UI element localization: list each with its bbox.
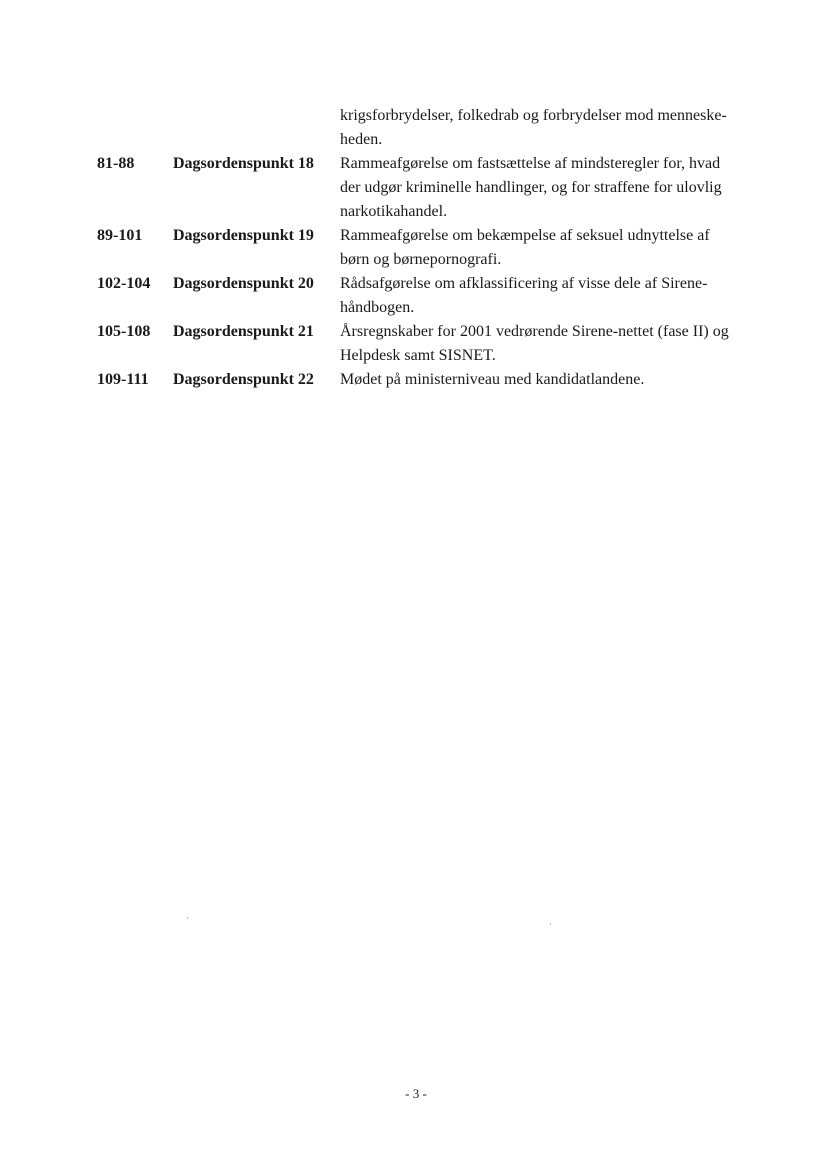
agenda-item-label: Dagsordenspunkt 19 — [173, 227, 314, 244]
description-line: Årsregnskaber for 2001 vedrørende Sirene-nettet (fase II) og — [340, 323, 729, 340]
description-line: heden. — [340, 131, 383, 148]
description-line: Rammeafgørelse om bekæmpelse af seksuel udnyttelse af — [340, 227, 710, 244]
agenda-row — [0, 224, 832, 272]
agenda-row — [0, 152, 832, 224]
agenda-row — [0, 320, 832, 368]
agenda-item-label: Dagsordenspunkt 22 — [173, 371, 314, 388]
scan-speck: · — [549, 920, 552, 929]
description-line: narkotikahandel. — [340, 203, 448, 220]
agenda-item-description — [340, 224, 752, 272]
description-line: håndbogen. — [340, 299, 415, 316]
description-line: Rammeafgørelse om fastsættelse af mindsteregler for, hvad — [340, 155, 721, 172]
agenda-row — [0, 104, 832, 152]
agenda-row — [0, 368, 832, 392]
agenda-item-label: Dagsordenspunkt 20 — [173, 275, 314, 292]
description-line: Rådsafgørelse om afklassificering af visse dele af Sirene- — [340, 275, 708, 292]
description-line: børn og børnepornografi. — [340, 251, 502, 268]
agenda-item-description — [340, 320, 752, 368]
scan-speck: · — [186, 914, 189, 923]
agenda-table — [0, 104, 832, 392]
agenda-item-description — [340, 368, 752, 392]
description-line: der udgør kriminelle handlinger, og for straffene for ulovlig — [340, 179, 722, 196]
agenda-item-description — [340, 272, 752, 320]
paragraph-ref: 89-101 — [97, 227, 143, 244]
paragraph-ref: 102-104 — [97, 275, 151, 292]
paragraph-ref: 109-111 — [97, 371, 149, 388]
paragraph-ref: 105-108 — [97, 323, 151, 340]
paragraph-ref: 81-88 — [97, 155, 135, 172]
description-line: Mødet på ministerniveau med kandidatlandene. — [340, 371, 645, 388]
agenda-item-description — [340, 152, 752, 224]
agenda-item-description — [340, 104, 752, 152]
agenda-item-label: Dagsordenspunkt 21 — [173, 323, 314, 340]
agenda-item-label: Dagsordenspunkt 18 — [173, 155, 314, 172]
agenda-row — [0, 272, 832, 320]
description-line: Helpdesk samt SISNET. — [340, 347, 496, 364]
page-number: - 3 - — [405, 1086, 427, 1101]
description-line: krigsforbrydelser, folkedrab og forbrydelser mod menneske- — [340, 107, 727, 124]
